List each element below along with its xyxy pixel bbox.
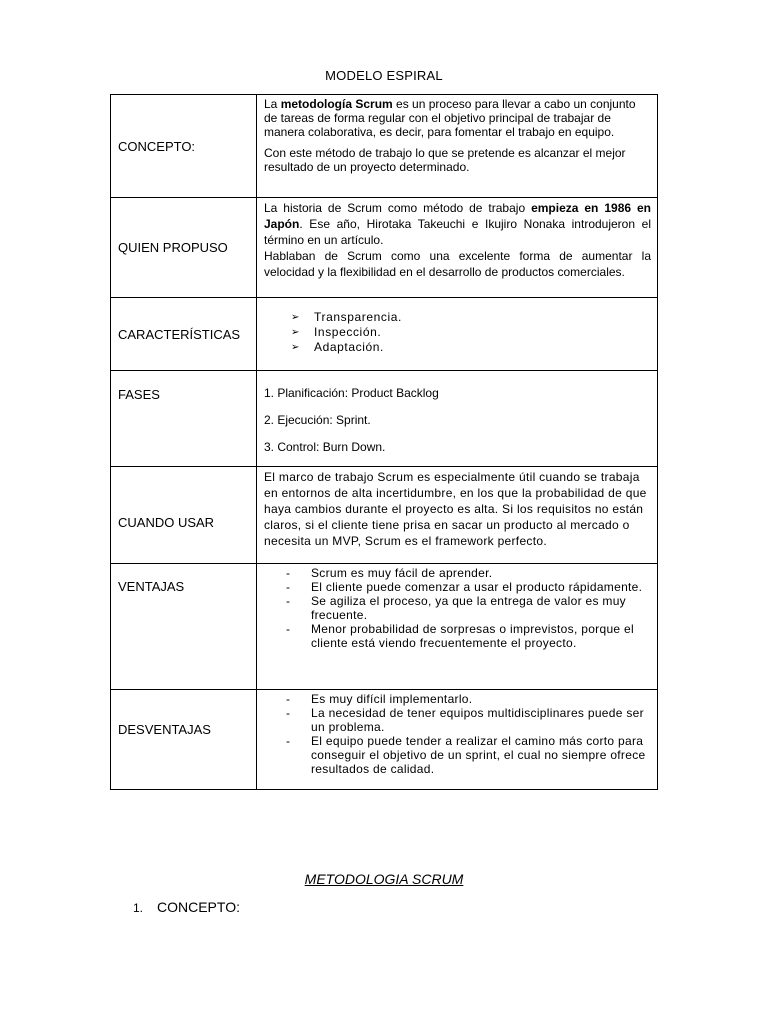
list-item <box>286 692 651 706</box>
row-label: CUANDO USAR <box>111 467 257 564</box>
list-item: 3. Control: Burn Down. <box>264 440 386 454</box>
dash-bullet: - <box>286 566 291 580</box>
dash-bullet: - <box>286 594 291 608</box>
list-item <box>286 706 651 734</box>
dash-bullet: - <box>286 692 291 706</box>
list-item <box>291 310 651 325</box>
advantages-list <box>264 566 651 650</box>
list-item <box>286 594 651 622</box>
row-fases <box>111 371 658 467</box>
row-quien-propuso <box>111 198 658 298</box>
scrum-summary-table <box>110 94 658 790</box>
list-item <box>286 734 651 776</box>
outline-text: CONCEPTO: <box>157 899 240 915</box>
row-content <box>257 298 658 371</box>
list-item-text: El cliente puede comenzar a usar el producto rápidamente. <box>311 580 643 594</box>
list-item-text: Se agiliza el proceso, ya que la entrega de valor es muy frecuente. <box>311 594 626 622</box>
dash-bullet: - <box>286 622 291 636</box>
row-label: QUIEN PROPUSO <box>111 198 257 298</box>
paragraph <box>264 97 651 139</box>
row-ventajas <box>111 564 658 690</box>
list-item-text: La necesidad de tener equipos multidisciplinares puede ser un problema. <box>311 706 644 734</box>
list-item <box>286 622 651 650</box>
list-item-text: Menor probabilidad de sorpresas o imprevistos, porque el cliente está viendo frecuentemente el proyecto. <box>311 622 634 650</box>
row-label: DESVENTAJAS <box>111 690 257 790</box>
text-run: La historia de Scrum como método de trabajo <box>264 201 532 215</box>
list-item: 1. Planificación: Product Backlog <box>264 386 439 400</box>
row-content <box>257 690 658 790</box>
dash-bullet: - <box>286 580 291 594</box>
list-item: 2. Ejecución: Sprint. <box>264 413 371 427</box>
outline-number: 1. <box>133 901 144 915</box>
list-item-text: Transparencia. <box>314 310 402 324</box>
row-label: CARACTERÍSTICAS <box>111 298 257 371</box>
arrow-bullet-icon: ➢ <box>291 312 300 323</box>
row-caracteristicas <box>111 298 658 371</box>
list-item-text: Scrum es muy fácil de aprender. <box>311 566 493 580</box>
list-item <box>291 325 651 340</box>
disadvantages-list <box>264 692 651 776</box>
list-item-text: Es muy difícil implementarlo. <box>311 692 473 706</box>
text-run: La <box>264 97 281 111</box>
row-cuando-usar <box>111 467 658 564</box>
bold-text: empieza en 1986 en Japón <box>264 201 651 231</box>
bold-text: metodología Scrum <box>280 97 393 111</box>
text-run: es un proceso para llevar a cabo un conjunto de tareas de forma regular con el objetivo principal de trabajar de manera colaborativa, es decir, para fomentar el trabajo en equipo. <box>264 97 636 139</box>
text-run: . Ese año, Hirotaka Takeuchi e Ikujiro Nonaka introdujeron el término en un artículo. <box>264 217 651 247</box>
row-content <box>257 371 658 467</box>
row-concepto <box>111 95 658 198</box>
row-content <box>257 198 658 298</box>
document-title: MODELO ESPIRAL <box>325 68 443 83</box>
row-content <box>257 564 658 690</box>
arrow-bullet-icon: ➢ <box>291 342 300 353</box>
section-heading: METODOLOGIA SCRUM <box>304 871 464 887</box>
paragraph <box>264 200 651 248</box>
outline-item <box>133 899 240 915</box>
row-content: El marco de trabajo Scrum es especialmente útil cuando se trabaja en entornos de alta incertidumbre, en los que la probabilidad de que haya cambios durante el proyecto es alta. Si los requisitos no están claros, si el cliente tiene prisa en sacar un producto al mercado o necesita un MVP, Scrum es el framework perfecto. <box>257 467 658 564</box>
row-desventajas <box>111 690 658 790</box>
row-label: CONCEPTO: <box>111 95 257 198</box>
arrow-bullet-icon: ➢ <box>291 327 300 338</box>
list-item-text: El equipo puede tender a realizar el camino más corto para conseguir el objetivo de un sprint, el cual no siempre ofrece resultados de calidad. <box>311 734 646 776</box>
dash-bullet: - <box>286 734 291 748</box>
dash-bullet: - <box>286 706 291 720</box>
paragraph: Hablaban de Scrum como una excelente forma de aumentar la velocidad y la flexibilidad en el desarrollo de productos comerciales. <box>264 249 651 279</box>
row-label: VENTAJAS <box>111 564 257 690</box>
list-item-text: Inspección. <box>314 325 382 339</box>
list-item <box>286 566 651 580</box>
row-label: FASES <box>111 371 257 467</box>
list-item <box>286 580 651 594</box>
phases-list <box>264 386 651 454</box>
row-content <box>257 95 658 198</box>
list-item-text: Adaptación. <box>314 340 384 354</box>
characteristics-list <box>264 310 651 355</box>
paragraph: Con este método de trabajo lo que se pretende es alcanzar el mejor resultado de un proyecto determinado. <box>264 146 626 174</box>
list-item <box>291 340 651 355</box>
